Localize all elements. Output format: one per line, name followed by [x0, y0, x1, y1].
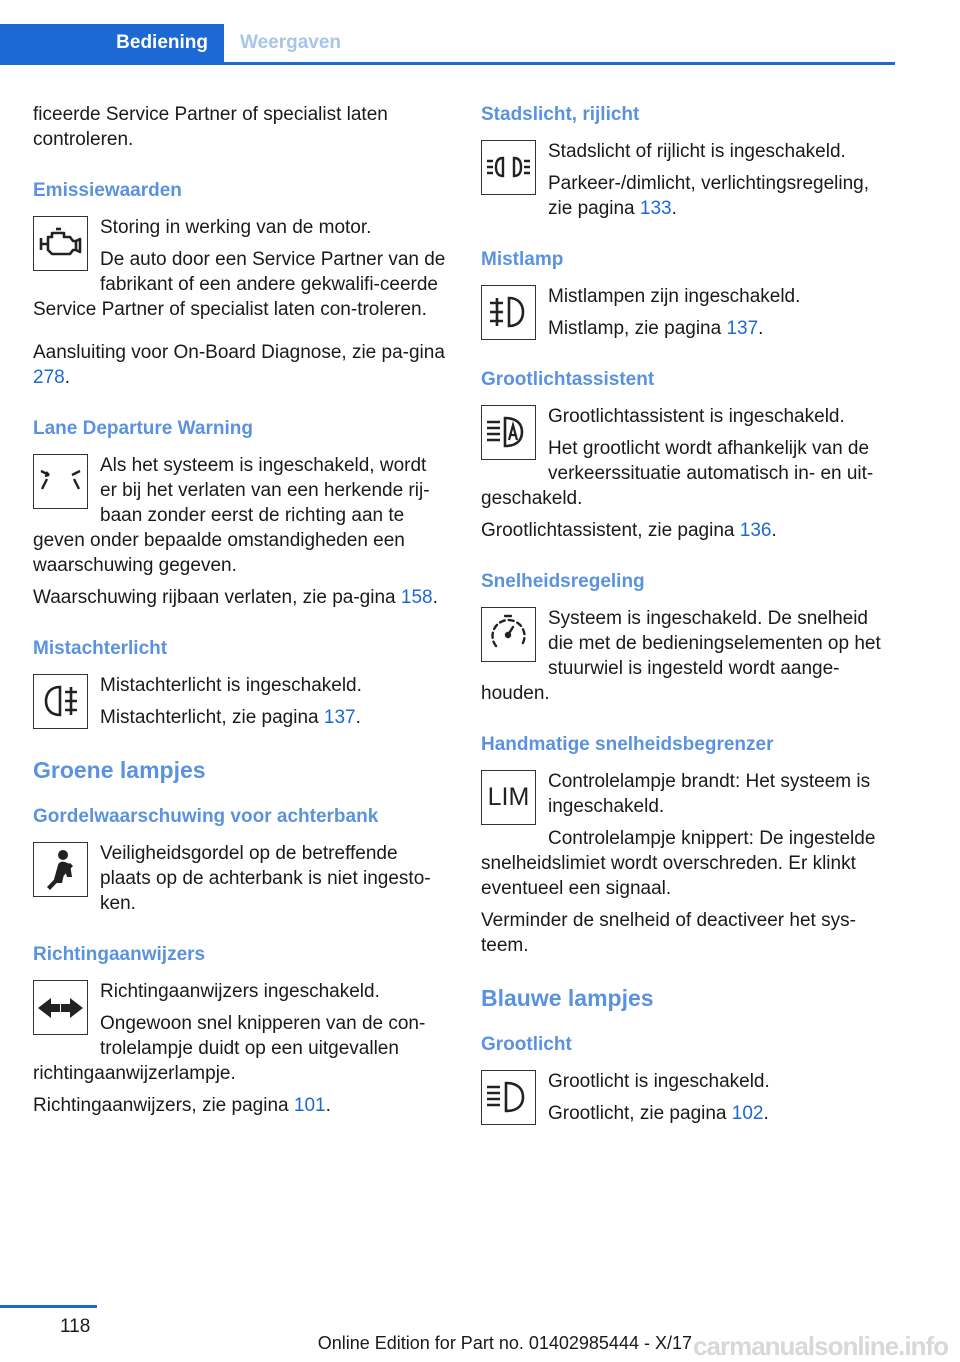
page-link-158[interactable]: 158 [400, 587, 433, 608]
lane-heading: Lane Departure Warning [33, 418, 253, 439]
tab-bediening[interactable]: Bediening [0, 24, 224, 62]
stads-p1: Stadslicht of rijlicht is ingeschakeld. [548, 141, 846, 162]
mistachter-p2 [33, 705, 448, 730]
period: . [671, 198, 677, 219]
snelheid-p1: Systeem is ingeschakeld. De snelheid die met de bedieningselementen op het stuurwiel is ingesteld wordt aange-houden. [481, 608, 881, 704]
richting-p3-text: Richtingaanwijzers, zie pagina [33, 1095, 294, 1116]
right-column [481, 102, 896, 1152]
blauwe-heading: Blauwe lampjes [481, 985, 654, 1011]
tab-weergaven[interactable]: Weergaven [240, 32, 342, 53]
left-column [33, 102, 448, 1144]
speed-limiter-icon [481, 770, 536, 825]
mistachter-section [33, 636, 448, 730]
period: . [763, 1103, 769, 1124]
gordel-p1: Veiligheidsgordel op de betreffende plaats op de achterbank is niet ingesto-ken. [100, 843, 431, 914]
lim-p3: Verminder de snelheid of deactiveer het sys-teem. [481, 910, 856, 956]
mistachter-p2-text: Mistachterlicht, zie pagina [100, 707, 324, 728]
lim-p2: Controlelampje knippert: De ingestelde snelheidslimiet wordt overschreden. Er klinkt eventueel een signaal. [481, 828, 876, 899]
grootlicht-heading: Grootlicht [481, 1034, 572, 1055]
emissie-p3-text: Aansluiting voor On-Board Diagnose, zie pa-gina [33, 342, 445, 363]
emissie-heading: Emissiewaarden [33, 180, 182, 201]
mistachter-p1: Mistachterlicht is ingeschakeld. [100, 675, 362, 696]
groot-assist-p2: Het grootlicht wordt afhankelijk van de verkeerssituatie automatisch in- en uit-geschakeld. [481, 438, 874, 509]
watermark: carmanualsonline.info [693, 1331, 948, 1361]
lim-icon-text: LIM [487, 783, 530, 811]
grootlicht-p2 [481, 1101, 896, 1126]
page-link-278[interactable]: 278 [33, 367, 65, 388]
page-link-137b[interactable]: 137 [726, 318, 759, 339]
snelheid-heading: Snelheidsregeling [481, 571, 645, 592]
stads-p2-text: Parkeer-/dimlicht, verlichtingsregeling, zie pagina [548, 173, 870, 219]
period: . [432, 587, 438, 608]
cruise-control-icon [481, 607, 536, 662]
high-beam-assist-icon [481, 405, 536, 460]
grootlicht-p1: Grootlicht is ingeschakeld. [548, 1071, 770, 1092]
rear-fog-icon [33, 674, 88, 729]
page-link-102[interactable]: 102 [731, 1103, 764, 1124]
chapter-tabs [0, 24, 895, 65]
richting-heading: Richtingaanwijzers [33, 944, 206, 965]
emissie-p2: De auto door een Service Partner van de fabrikant of een andere gekwalifi-ceerde Service Partner of specialist laten con-troleren. [33, 249, 446, 320]
lane-p2 [33, 585, 448, 610]
lane-p1: Als het systeem is ingeschakeld, wordt er bij het verlaten van een herkende rij-baan zonder eerst de richting aan te geven onder bepaalde omstandigheden een waarschuwing gegeven. [33, 455, 430, 576]
richting-p3 [33, 1093, 448, 1118]
intro-paragraph: ficeerde Service Partner of specialist laten controleren. [33, 104, 388, 150]
parking-light-icon [481, 140, 536, 195]
gordel-heading: Gordelwaarschuwing voor achterbank [33, 806, 379, 827]
engine-icon [33, 216, 88, 271]
front-fog-icon [481, 285, 536, 340]
page-link-101[interactable]: 101 [293, 1095, 326, 1116]
richting-section [33, 942, 448, 1118]
grootlicht-section [481, 1032, 896, 1126]
period: . [325, 1095, 331, 1116]
mist-p2 [481, 316, 896, 341]
edition-text: Online Edition for Part no. 01402985444 - X/17 [317, 1333, 692, 1353]
richting-p1: Richtingaanwijzers ingeschakeld. [100, 981, 380, 1002]
richting-p2: Ongewoon snel knipperen van de con-trolelampje duidt op een uitgevallen richtingaanwijzerlampje. [33, 1013, 426, 1084]
footer-accent-line [0, 1305, 97, 1308]
lim-heading: Handmatige snelheidsbegrenzer [481, 734, 774, 755]
mist-p2-text: Mistlamp, zie pagina [548, 318, 727, 339]
mist-section [481, 247, 896, 341]
lim-section [481, 732, 896, 958]
groot-assist-p1: Grootlichtassistent is ingeschakeld. [548, 406, 845, 427]
period: . [758, 318, 764, 339]
turn-signal-icon [33, 980, 88, 1035]
groot-assist-p3-text: Grootlichtassistent, zie pagina [481, 520, 740, 541]
groot-assist-p3 [481, 518, 896, 543]
snelheid-section [481, 569, 896, 706]
emissie-p3 [33, 340, 448, 390]
period: . [771, 520, 777, 541]
stads-heading: Stadslicht, rijlicht [481, 104, 640, 125]
grootlicht-p2-text: Grootlicht, zie pagina [548, 1103, 732, 1124]
lane-p2-text: Waarschuwing rijbaan verlaten, zie pa-gina [33, 587, 401, 608]
groot-assist-heading: Grootlichtassistent [481, 369, 655, 390]
stads-section [481, 102, 896, 221]
gordel-section [33, 804, 448, 916]
mist-p1: Mistlampen zijn ingeschakeld. [548, 286, 801, 307]
emissie-p1: Storing in werking van de motor. [100, 217, 372, 238]
page-link-133[interactable]: 133 [639, 198, 672, 219]
page-number: 118 [60, 1316, 91, 1337]
lim-p1: Controlelampje brandt: Het systeem is ingeschakeld. [548, 771, 871, 817]
page-link-137[interactable]: 137 [323, 707, 356, 728]
lane-departure-icon [33, 454, 88, 509]
emissie-section [33, 178, 448, 390]
mist-heading: Mistlamp [481, 249, 564, 270]
page-link-136[interactable]: 136 [739, 520, 772, 541]
mistachter-heading: Mistachterlicht [33, 638, 168, 659]
period: . [355, 707, 361, 728]
intro-section [33, 102, 448, 152]
stads-p2 [481, 171, 896, 221]
seatbelt-icon [33, 842, 88, 897]
high-beam-icon [481, 1070, 536, 1125]
period: . [64, 367, 70, 388]
groene-heading: Groene lampjes [33, 757, 206, 783]
lane-section [33, 416, 448, 610]
groot-assist-section [481, 367, 896, 543]
